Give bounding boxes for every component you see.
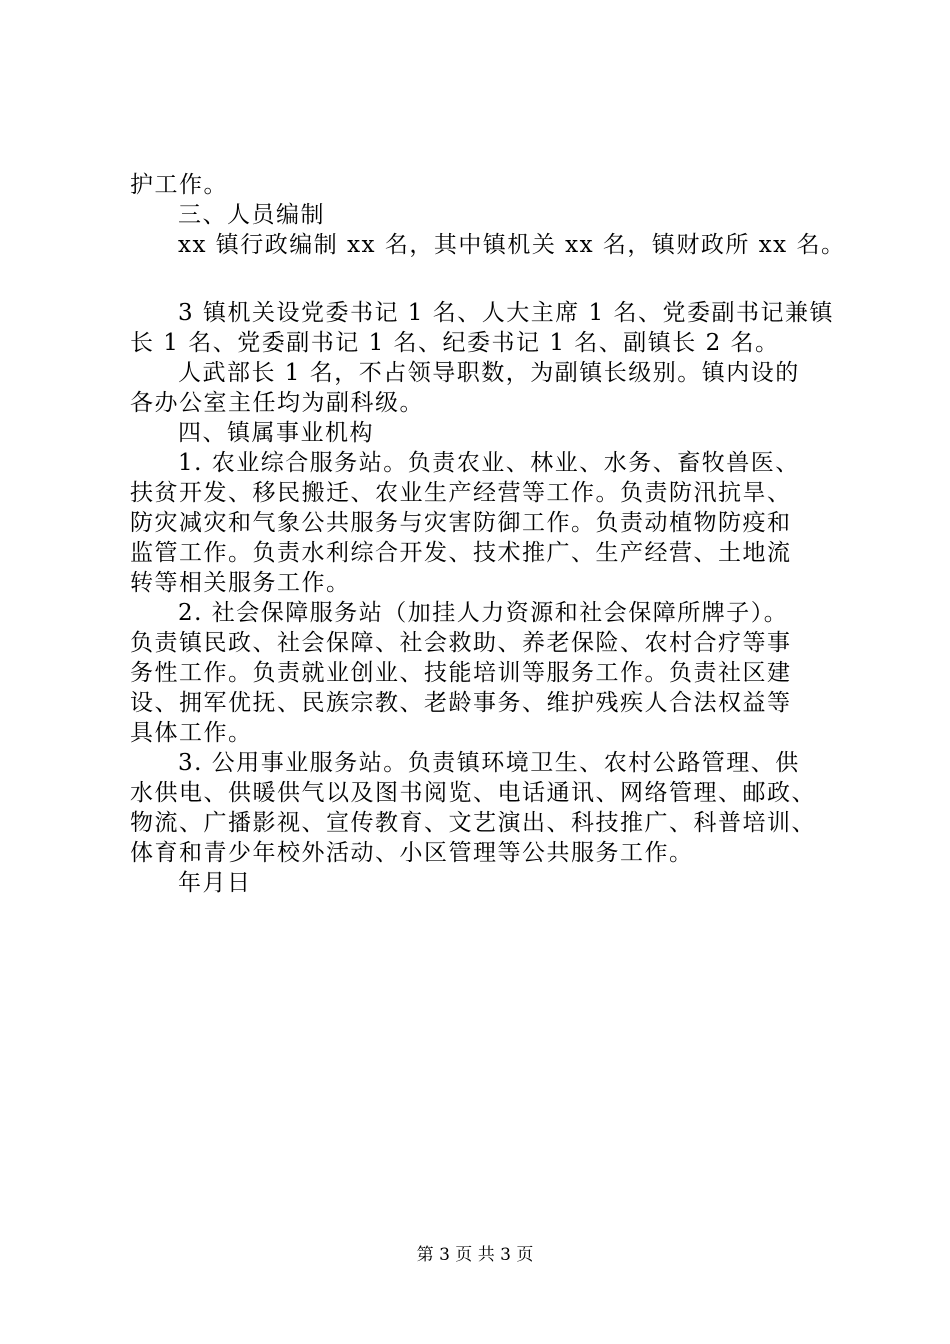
section-heading-staffing: 三、人员编制 xyxy=(178,202,325,228)
leadership-paragraph-line-1: 3 镇机关设党委书记 1 名、人大主席 1 名、党委副书记兼镇 xyxy=(178,300,834,326)
item2-line: 具体工作。 xyxy=(130,720,253,746)
item2-line: 负责镇民政、社会保障、社会救助、养老保险、农村合疗等事 xyxy=(130,630,792,656)
blank-line xyxy=(130,260,830,298)
continuation-line: 护工作。 xyxy=(130,172,228,198)
item1-line: 防灾减灾和气象公共服务与灾害防御工作。负责动植物防疫和 xyxy=(130,510,792,536)
leadership-paragraph-line-2: 长 1 名、党委副书记 1 名、纪委书记 1 名、副镇长 2 名。 xyxy=(130,330,780,356)
item3-line: 体育和青少年校外活动、小区管理等公共服务工作。 xyxy=(130,840,694,866)
page-footer: 第 3 页 共 3 页 xyxy=(416,1245,534,1265)
item3-line: 3. 公用事业服务站。负责镇环境卫生、农村公路管理、供 xyxy=(178,750,800,776)
staffing-paragraph: xx 镇行政编制 xx 名，其中镇机关 xx 名，镇财政所 xx 名。 xyxy=(178,232,846,258)
item1-line: 扶贫开发、移民搬迁、农业生产经营等工作。负责防汛抗旱、 xyxy=(130,480,792,506)
item1-line: 1. 农业综合服务站。负责农业、林业、水务、畜牧兽医、 xyxy=(178,450,800,476)
item2-line: 设、拥军优抚、民族宗教、老龄事务、维护残疾人合法权益等 xyxy=(130,690,792,716)
document-body xyxy=(130,170,846,898)
item3-line: 水供电、供暖供气以及图书阅览、电话通讯、网络管理、邮政、 xyxy=(130,780,816,806)
item1-line: 转等相关服务工作。 xyxy=(130,570,351,596)
armed-forces-paragraph-line-2: 各办公室主任均为副科级。 xyxy=(130,390,424,416)
date-line: 年月日 xyxy=(178,870,252,896)
item1-line: 监管工作。负责水利综合开发、技术推广、生产经营、土地流 xyxy=(130,540,792,566)
section-heading-institutions: 四、镇属事业机构 xyxy=(178,420,374,446)
item2-line: 2. 社会保障服务站（加挂人力资源和社会保障所牌子）。 xyxy=(178,600,789,626)
item2-line: 务性工作。负责就业创业、技能培训等服务工作。负责社区建 xyxy=(130,660,792,686)
armed-forces-paragraph-line-1: 人武部长 1 名，不占领导职数，为副镇长级别。镇内设的 xyxy=(178,360,800,386)
item3-line: 物流、广播影视、宣传教育、文艺演出、科技推广、科普培训、 xyxy=(130,810,816,836)
